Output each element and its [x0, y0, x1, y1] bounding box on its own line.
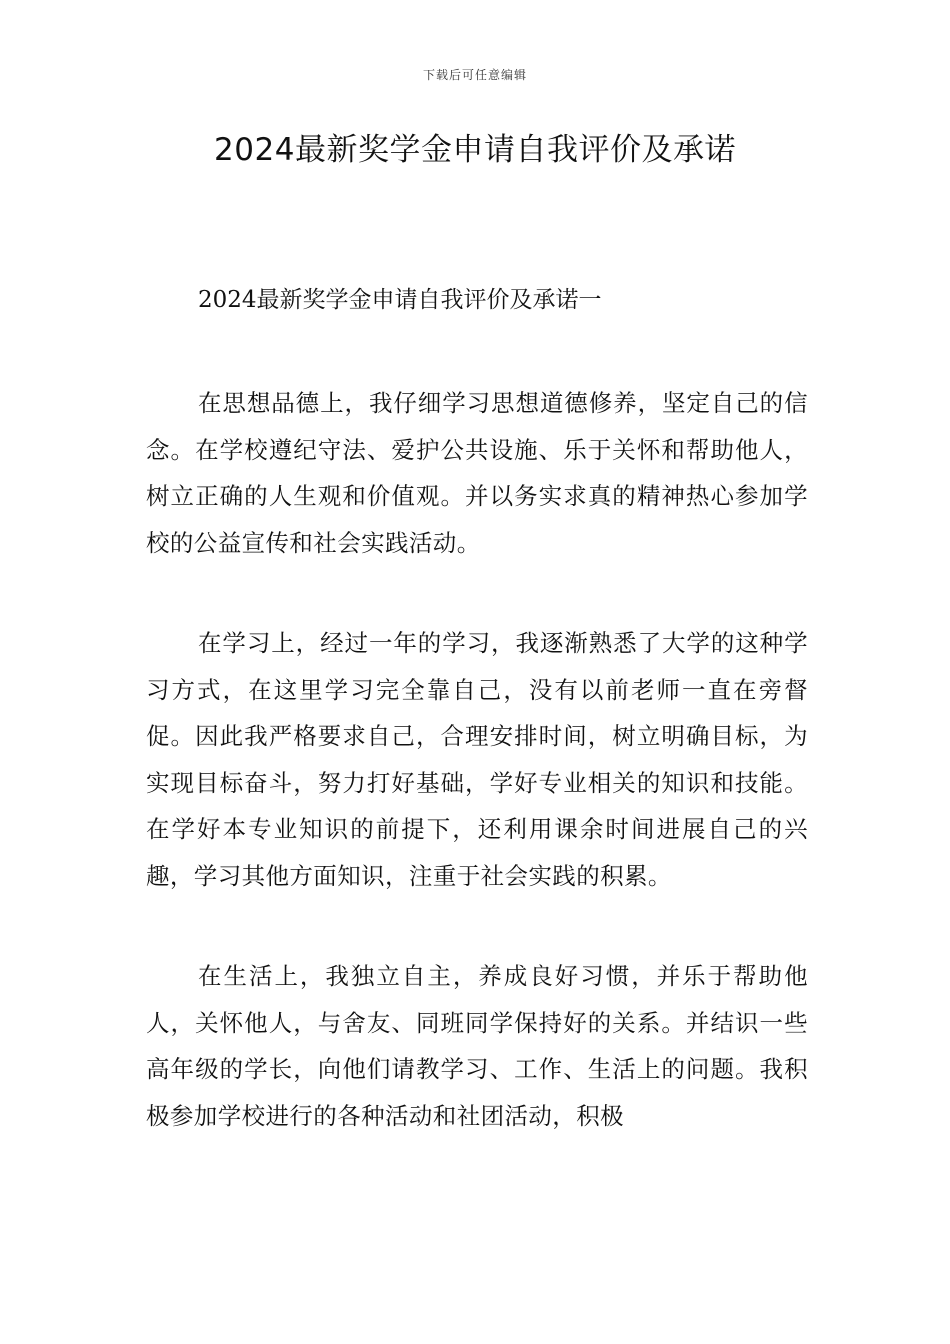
document-title: 2024最新奖学金申请自我评价及承诺: [214, 132, 736, 168]
header-note: 下载后可任意编辑: [422, 68, 527, 82]
section-heading: 2024最新奖学金申请自我评价及承诺一: [198, 287, 602, 313]
paragraph-life: 在生活上，我独立自主，养成良好习惯，并乐于帮助他人，关怀他人，与舍友、同班同学保持好的关系。并结识一些高年级的学长，向他们请教学习、工作、生活上的问题。我积极参加学校进行的各种活动和社团活动，积极: [146, 962, 808, 1130]
document-body: [146, 280, 808, 1193]
paragraph-moral: 在思想品德上，我仔细学习思想道德修养，坚定自己的信念。在学校遵纪守法、爱护公共设施、乐于关怀和帮助他人，树立正确的人生观和价值观。并以务实求真的精神热心参加学校的公益宣传和社会实践活动。: [146, 389, 808, 557]
paragraph-study: 在学习上，经过一年的学习，我逐渐熟悉了大学的这种学习方式，在这里学习完全靠自己，没有以前老师一直在旁督促。因此我严格要求自己，合理安排时间，树立明确目标，为实现目标奋斗，努力打好基础，学好专业相关的知识和技能。在学好本专业知识的前提下，还利用课余时间进展自己的兴趣，学习其他方面知识，注重于社会实践的积累。: [146, 629, 808, 890]
